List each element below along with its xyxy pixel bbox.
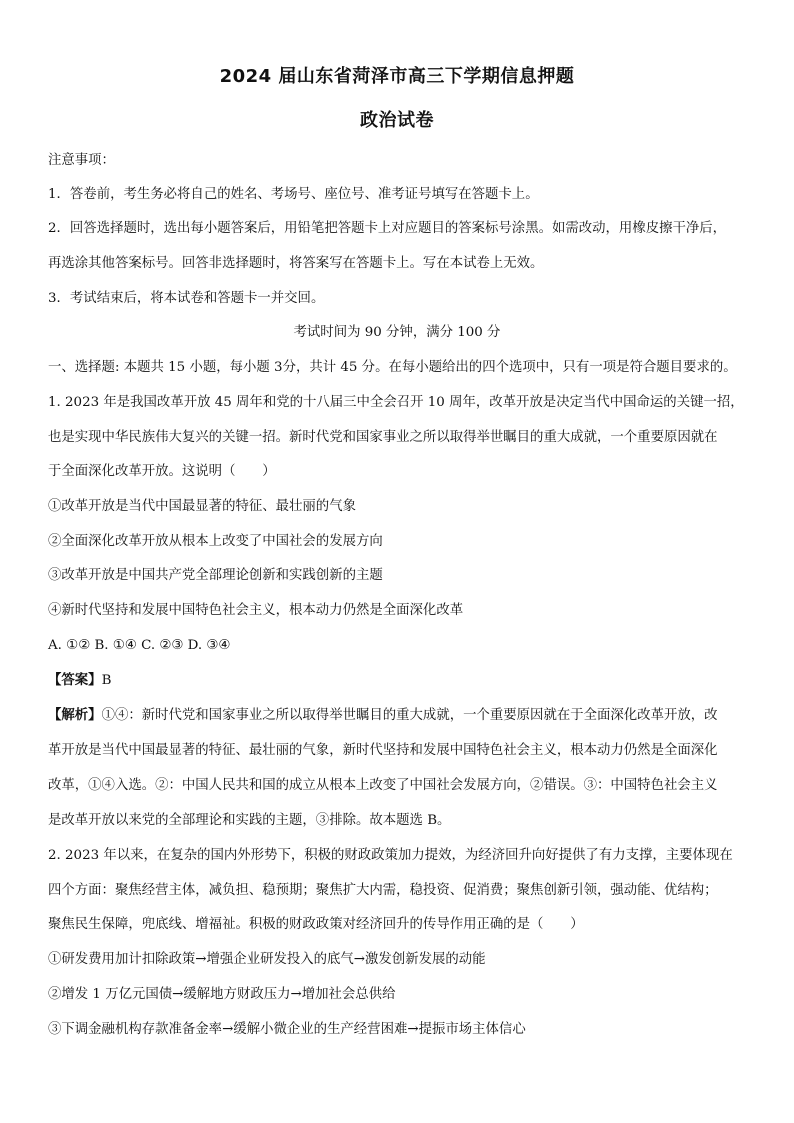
q2-stem-line-2: 四个方面：聚焦经营主体，减负担、稳预期；聚焦扩大内需，稳投资、促消费；聚焦创新引领，强动能、优结构；: [48, 883, 718, 898]
notice-item-1: 1．答卷前，考生务必将自己的姓名、考场号、座位号、准考证号填写在答题卡上。: [48, 187, 539, 202]
exam-time-info: 考试时间为 90 分钟，满分 100 分: [293, 325, 501, 340]
notice-heading: 注意事项：: [48, 153, 115, 168]
answer-label: 【答案】: [48, 673, 102, 688]
exam-subtitle: 政治试卷: [360, 110, 434, 131]
q1-analysis-line-3: 改革，①④入选。②：中国人民共和国的成立从根本上改变了中国社会发展方向，②错误。③：中国特色社会主义: [48, 778, 718, 793]
q1-option-3: ③改革开放是中国共产党全部理论创新和实践创新的主题: [48, 568, 383, 583]
q2-option-3: ③下调金融机构存款准备金率→缓解小微企业的生产经营困难→提振市场主体信心: [48, 1022, 526, 1037]
q2-stem-line-1: 2. 2023 年以来，在复杂的国内外形势下，积极的财政政策加力提效，为经济回升向好提供了有力支撑，主要体现在: [48, 848, 733, 863]
section-1-heading: 一、选择题: 本题共 15 小题，每小题 3分，共计 45 分。在每小题给出的四个选项中，只有一项是符合题目要求的。: [48, 360, 737, 375]
notice-item-2-line-1: 2．回答选择题时，选出每小题答案后，用铅笔把答题卡上对应题目的答案标号涂黑。如需改动，用橡皮擦干净后，: [48, 221, 727, 236]
q1-analysis-line-4: 是改革开放以来党的全部理论和实践的主题，③排除。故本题选 B。: [48, 813, 451, 828]
notice-item-3: 3．考试结束后，将本试卷和答题卡一并交回。: [48, 291, 325, 306]
q1-option-1: ①改革开放是当代中国最显著的特征、最壮丽的气象: [48, 499, 356, 514]
q2-stem-line-3: 聚焦民生保障，兜底线、增福祉。积极的财政政策对经济回升的传导作用正确的是（ ）: [48, 917, 584, 932]
q1-stem-line-2: 也是实现中华民族伟大复兴的关键一招。新时代党和国家事业之所以取得举世瞩目的重大成就，一个重要原因就在: [48, 430, 718, 445]
q1-analysis-line-2: 革开放是当代中国最显著的特征、最壮丽的气象，新时代坚持和发展中国特色社会主义，根本动力仍然是全面深化: [48, 743, 718, 758]
q1-analysis-line-1: [48, 707, 756, 725]
answer-value: B: [101, 673, 112, 688]
q1-choices: A. ①② B. ①④ C. ②③ D. ③④: [48, 638, 231, 653]
analysis-label: 【解析】: [48, 708, 102, 723]
q2-option-2: ②增发 1 万亿元国债→缓解地方财政压力→增加社会总供给: [48, 987, 396, 1002]
exam-title: 2024 届山东省菏泽市高三下学期信息押题: [219, 66, 575, 87]
q1-stem-line-1: 1. 2023 年是我国改革开放 45 周年和党的十八届三中全会召开 10 周年，改革开放是决定当代中国命运的关键一招，: [48, 395, 744, 410]
q1-option-2: ②全面深化改革开放从根本上改变了中国社会的发展方向: [48, 534, 383, 549]
notice-item-2-line-2: 再选涂其他答案标号。回答非选择题时，将答案写在答题卡上。写在本试卷上无效。: [48, 256, 544, 271]
q1-answer: [48, 672, 756, 690]
q1-option-4: ④新时代坚持和发展中国特色社会主义，根本动力仍然是全面深化改革: [48, 603, 464, 618]
q2-option-1: ①研发费用加计扣除政策→增强企业研发投入的底气→激发创新发展的动能: [48, 952, 486, 967]
q1-stem-line-3: 于全面深化改革开放。这说明（ ）: [48, 464, 276, 479]
analysis-text: ①④：新时代党和国家事业之所以取得举世瞩目的重大成就，一个重要原因就在于全面深化改革开放，改: [101, 708, 718, 723]
